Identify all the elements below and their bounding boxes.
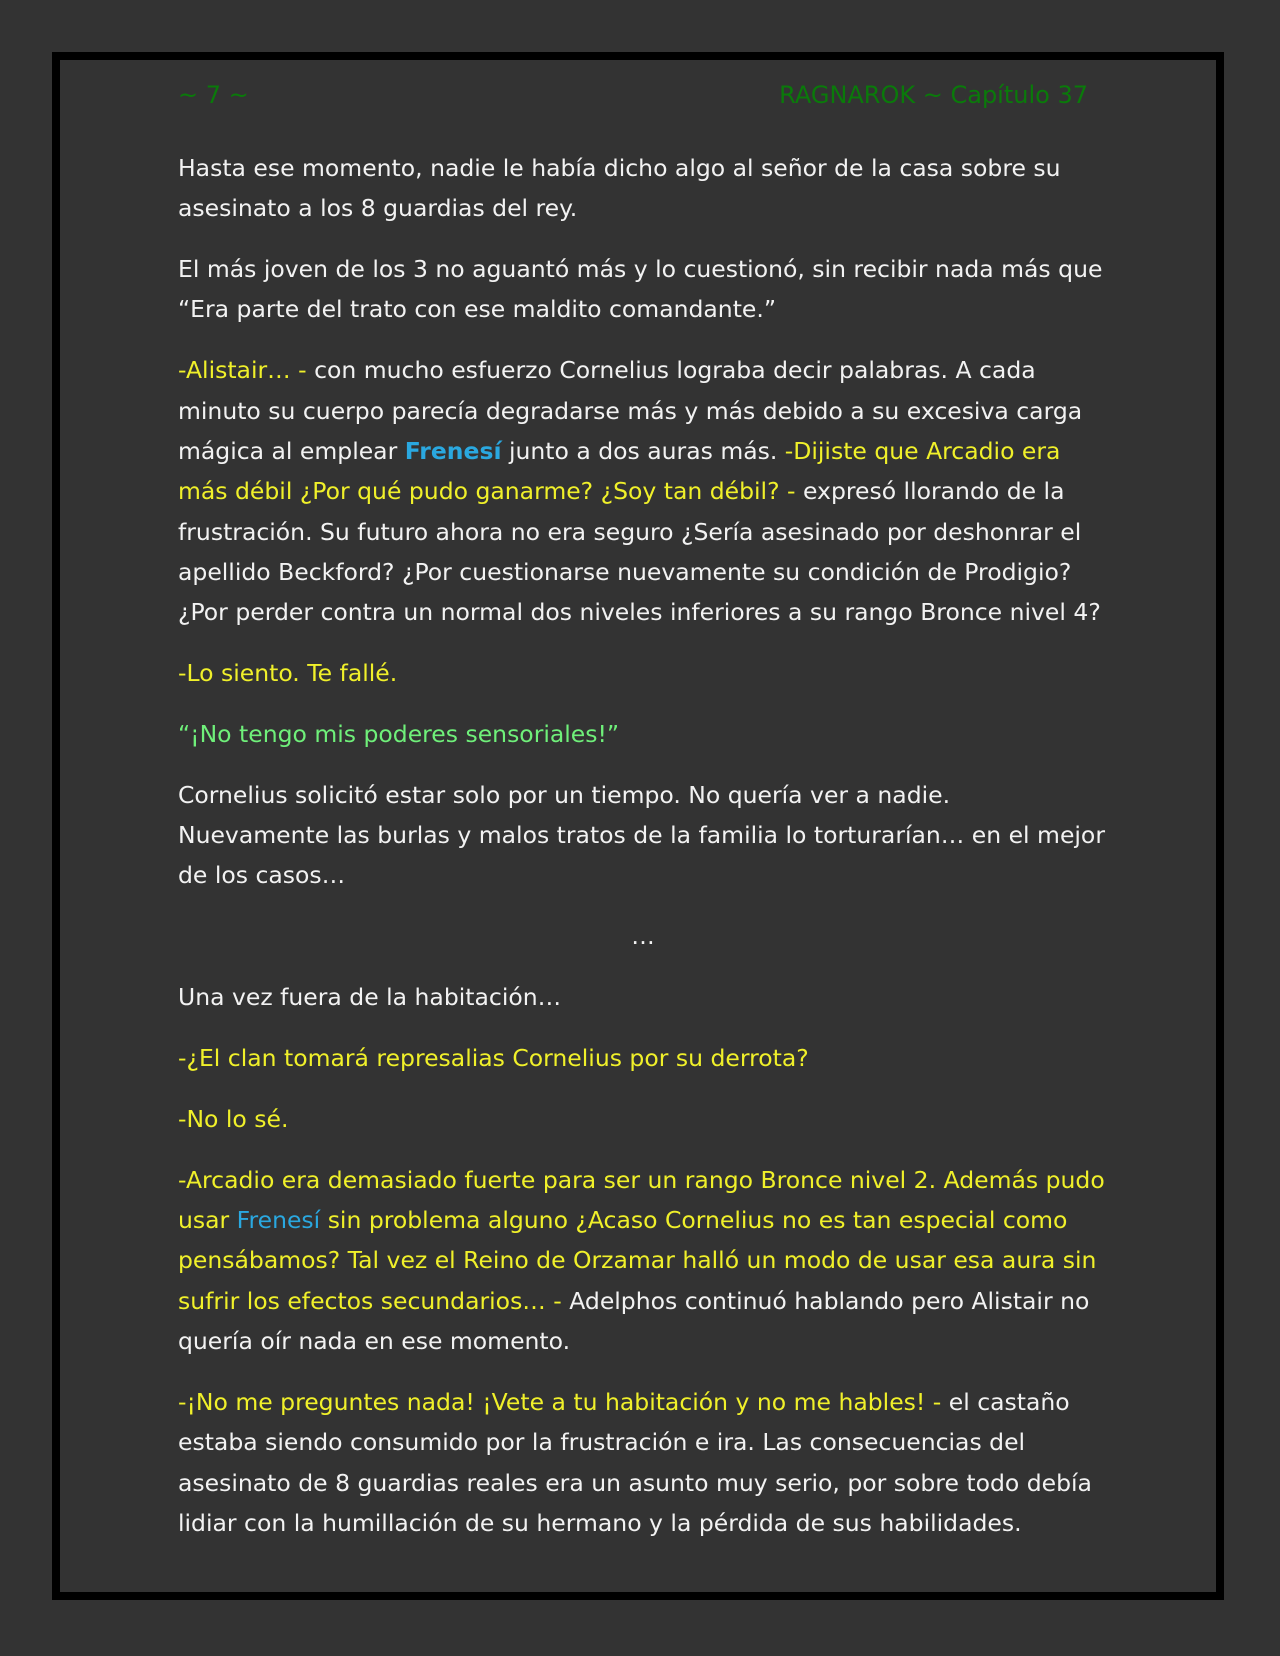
paragraph: Hasta ese momento, nadie le había dicho algo al señor de la casa sobre su asesinato a los 8 guardias del rey. <box>178 154 1061 223</box>
paragraph: El más joven de los 3 no aguantó más y lo cuestionó, sin recibir nada más que “Era parte del trato con ese maldito comandante.” <box>178 255 1103 324</box>
narration-text: expresó llorando de la frustración. Su futuro ahora no era seguro ¿Sería asesinado por deshonrar el apellido Beckford? ¿Por cuestionarse nuevamente su condición de Prodigio? ¿Por perder contra un normal dos niveles inferiores a su rango Bronce nivel 4? <box>178 477 1101 627</box>
paragraph: Una vez fuera de la habitación… <box>178 983 562 1012</box>
dialogue-text: sin problema alguno ¿Acaso Cornelius no es tan especial como pensábamos? Tal vez el Reino de Orzamar halló un modo de usar esa aura sin sufrir los efectos secundarios… - <box>178 1206 1097 1315</box>
page-header <box>178 78 1088 112</box>
paragraph <box>178 350 1108 632</box>
dialogue-text: -¡No me preguntes nada! ¡Vete a tu habitación y no me hables! - <box>178 1387 942 1416</box>
dialogue-paragraph: -¿El clan tomará represalias Cornelius por su derrota? <box>178 1044 809 1073</box>
scene-separator: … <box>631 922 655 951</box>
dialogue-text: -Dijiste que Arcadio era más débil ¿Por qué pudo ganarme? ¿Soy tan débil? - <box>178 436 1061 506</box>
chapter-title: RAGNAROK ~ Capítulo 37 <box>779 81 1088 109</box>
paragraph: Cornelius solicitó estar solo por un tiempo. No quería ver a nadie. Nuevamente las burlas y malos tratos de la familia lo torturarían… en el mejor de los casos… <box>178 780 1105 890</box>
narration-text: Adelphos continuó hablando pero Alistair no quería oír nada en ese momento. <box>178 1286 1090 1356</box>
page-number: ~ 7 ~ <box>178 81 249 109</box>
page-body <box>178 148 1108 1564</box>
aura-name: Frenesí <box>236 1206 321 1235</box>
narration-text: el castaño estaba siendo consumido por la frustración e ira. Las consecuencias del asesinato de 8 guardias reales era un asunto muy serio, por sobre todo debía lidiar con la humillación de su hermano y la pérdida de sus habilidades. <box>178 1387 1092 1537</box>
paragraph <box>178 1160 1108 1361</box>
narration-text: junto a dos auras más. <box>501 436 785 465</box>
paragraph <box>178 1382 1108 1543</box>
aura-name: Frenesí <box>404 436 502 465</box>
thought-paragraph: “¡No tengo mis poderes sensoriales!” <box>178 719 620 748</box>
narration-text: con mucho esfuerzo Cornelius lograba decir palabras. A cada minuto su cuerpo parecía degradarse más y más debido a su excesiva carga mágica al emplear <box>178 356 1083 465</box>
dialogue-text: -Arcadio era demasiado fuerte para ser un rango Bronce nivel 2. Además pudo usar <box>178 1165 1105 1235</box>
dialogue-text: -Alistair… - <box>178 356 307 385</box>
dialogue-paragraph: -Lo siento. Te fallé. <box>178 659 398 688</box>
dialogue-paragraph: -No lo sé. <box>178 1104 289 1133</box>
